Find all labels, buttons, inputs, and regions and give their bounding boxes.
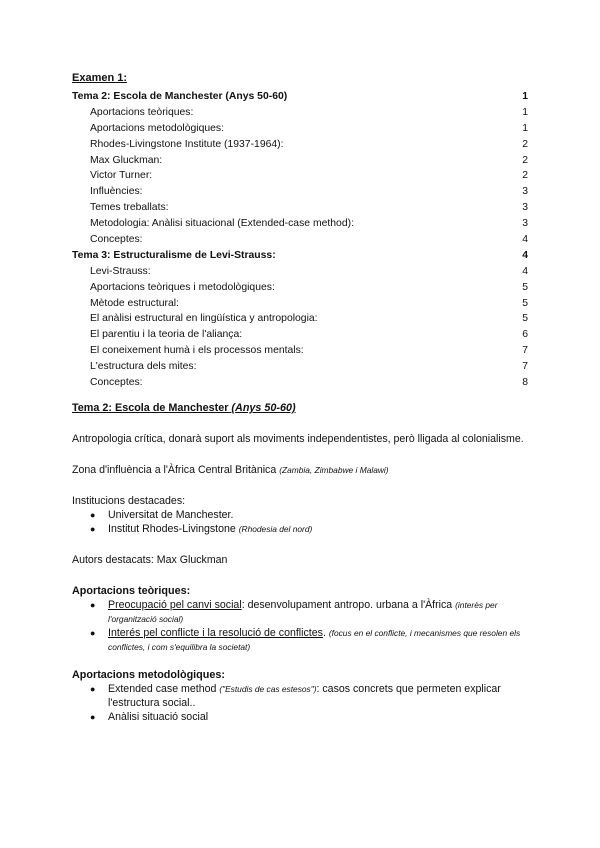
toc-entry[interactable] — [72, 327, 528, 343]
toc-entry-page: 4 — [522, 265, 528, 277]
table-of-contents — [72, 89, 528, 391]
list-item-underlined: Preocupació pel canvi social — [108, 599, 242, 611]
list-item-note: (Rhodesia del nord) — [238, 524, 313, 534]
toc-entry[interactable] — [72, 343, 528, 359]
toc-entry[interactable] — [72, 200, 528, 216]
section-heading-italic: (Anys 50-60) — [231, 402, 296, 414]
bullet-icon: ● — [90, 524, 96, 534]
list-item — [72, 682, 532, 710]
toc-entry[interactable] — [72, 89, 528, 105]
toc-entry-page: 8 — [522, 377, 528, 389]
toc-entry[interactable] — [72, 153, 528, 169]
bullet-icon: ● — [90, 510, 96, 520]
toc-entry-label: Temes treballats: — [90, 202, 169, 214]
methodological-heading: Aportacions metodològiques: — [72, 669, 225, 681]
toc-entry[interactable] — [72, 248, 528, 264]
section-heading-main: Tema 2: Escola de Manchester — [72, 402, 232, 414]
toc-entry-label: Levi-Strauss: — [90, 265, 151, 277]
toc-entry-page: 5 — [522, 297, 528, 309]
toc-entry-label: Victor Turner: — [90, 170, 153, 182]
bullet-icon: ● — [90, 600, 96, 610]
toc-entry-page: 1 — [522, 122, 528, 134]
toc-entry-page: 1 — [522, 91, 528, 102]
authors-paragraph: Autors destacats: Max Gluckman — [72, 554, 228, 566]
methodological-list — [72, 682, 532, 724]
toc-entry-page: 7 — [522, 345, 528, 357]
list-item-text: Universitat de Manchester. — [108, 509, 234, 521]
institutions-list — [72, 508, 532, 536]
list-item-text: Extended case method — [108, 683, 220, 695]
toc-entry[interactable] — [72, 105, 528, 121]
intro-paragraph: Antropologia crítica, donarà suport als moviments independentistes, però lligada al colonialisme. — [72, 433, 524, 445]
toc-entry-label: Max Gluckman: — [90, 154, 163, 166]
zone-note: (Zambia, Zimbabwe i Malawi) — [279, 465, 389, 475]
toc-entry[interactable] — [72, 184, 528, 200]
toc-entry-label: El parentiu i la teoria de l'aliança: — [90, 329, 243, 341]
toc-entry[interactable] — [72, 232, 528, 248]
toc-entry-page: 7 — [522, 361, 528, 373]
section-content — [72, 401, 532, 724]
toc-entry[interactable] — [72, 359, 528, 375]
toc-entry-label: Conceptes: — [90, 234, 143, 246]
list-item — [72, 508, 532, 522]
toc-entry-label: Tema 3: Estructuralisme de Levi-Strauss: — [72, 249, 276, 261]
list-item — [72, 626, 532, 654]
list-item — [72, 522, 532, 536]
list-item-underlined: Interés pel conflicte i la resolució de conflictes — [108, 627, 323, 639]
toc-entry-page: 3 — [522, 186, 528, 198]
toc-entry-label: El coneixement humà i els processos mentals: — [90, 345, 304, 357]
list-item-text: : desenvolupament antropo. urbana a l'Àfrica — [241, 599, 456, 611]
toc-entry[interactable] — [72, 264, 528, 280]
toc-entry[interactable] — [72, 121, 528, 137]
toc-entry-label: Metodologia: Anàlisi situacional (Extended-case method): — [90, 218, 354, 230]
institutions-label: Institucions destacades: — [72, 495, 186, 507]
toc-entry[interactable] — [72, 280, 528, 296]
toc-entry-label: El anàlisi estructural en lingüística y antropologia: — [90, 313, 318, 325]
toc-entry-label: Conceptes: — [90, 377, 143, 389]
list-item — [72, 710, 532, 724]
zone-text: Zona d'influència a l'Àfrica Central Britànica — [72, 464, 280, 476]
toc-entry-label: Influències: — [90, 186, 143, 198]
list-item — [72, 598, 532, 626]
toc-entry-page: 3 — [522, 202, 528, 214]
toc-entry-page: 3 — [522, 218, 528, 230]
toc-entry[interactable] — [72, 137, 528, 153]
list-item-note: (interès per l'organització social) — [108, 600, 498, 624]
list-item-tail: : casos concrets que permeten explicar l'estructura social.. — [108, 683, 501, 709]
toc-entry-label: Aportacions metodològiques: — [90, 122, 225, 134]
toc-entry-label: L'estructura dels mites: — [90, 361, 197, 373]
section-heading — [72, 401, 532, 415]
toc-entry-label: Tema 2: Escola de Manchester (Anys 50-60) — [72, 91, 288, 102]
toc-entry-page: 4 — [522, 249, 528, 261]
bullet-icon: ● — [90, 684, 96, 694]
toc-entry-page: 2 — [522, 154, 528, 166]
toc-entry-label: Rhodes-Livingstone Institute (1937-1964): — [90, 138, 284, 150]
toc-entry-label: Aportacions teòriques: — [90, 106, 194, 118]
toc-entry[interactable] — [72, 375, 528, 391]
toc-entry[interactable] — [72, 311, 528, 327]
list-item-text: Institut Rhodes-Livingstone — [108, 523, 239, 535]
theoretical-list — [72, 598, 532, 654]
toc-entry-page: 6 — [522, 329, 528, 341]
list-item-note: ("Estudis de cas estesos") — [219, 684, 317, 694]
toc-entry[interactable] — [72, 168, 528, 184]
toc-entry-page: 4 — [522, 234, 528, 246]
exam-title: Examen 1: — [72, 72, 128, 84]
list-item-note: (focus en el conflicte, i mecanismes que resolen els conflictes, i com s'equilibra la societat) — [108, 628, 521, 652]
zone-paragraph — [72, 463, 532, 477]
toc-entry-label: Aportacions teòriques i metodològiques: — [90, 281, 275, 293]
toc-entry-page: 5 — [522, 281, 528, 293]
list-item-text: Anàlisi situació social — [108, 711, 209, 723]
list-item-text: . — [322, 627, 329, 639]
toc-entry-page: 2 — [522, 170, 528, 182]
toc-entry-page: 2 — [522, 138, 528, 150]
theoretical-heading: Aportacions teòriques: — [72, 585, 191, 597]
toc-entry-page: 1 — [522, 106, 528, 118]
bullet-icon: ● — [90, 712, 96, 722]
toc-entry-page: 5 — [522, 313, 528, 325]
toc-entry[interactable] — [72, 216, 528, 232]
toc-entry-label: Mètode estructural: — [90, 297, 179, 309]
toc-entry[interactable] — [72, 296, 528, 312]
bullet-icon: ● — [90, 628, 96, 638]
